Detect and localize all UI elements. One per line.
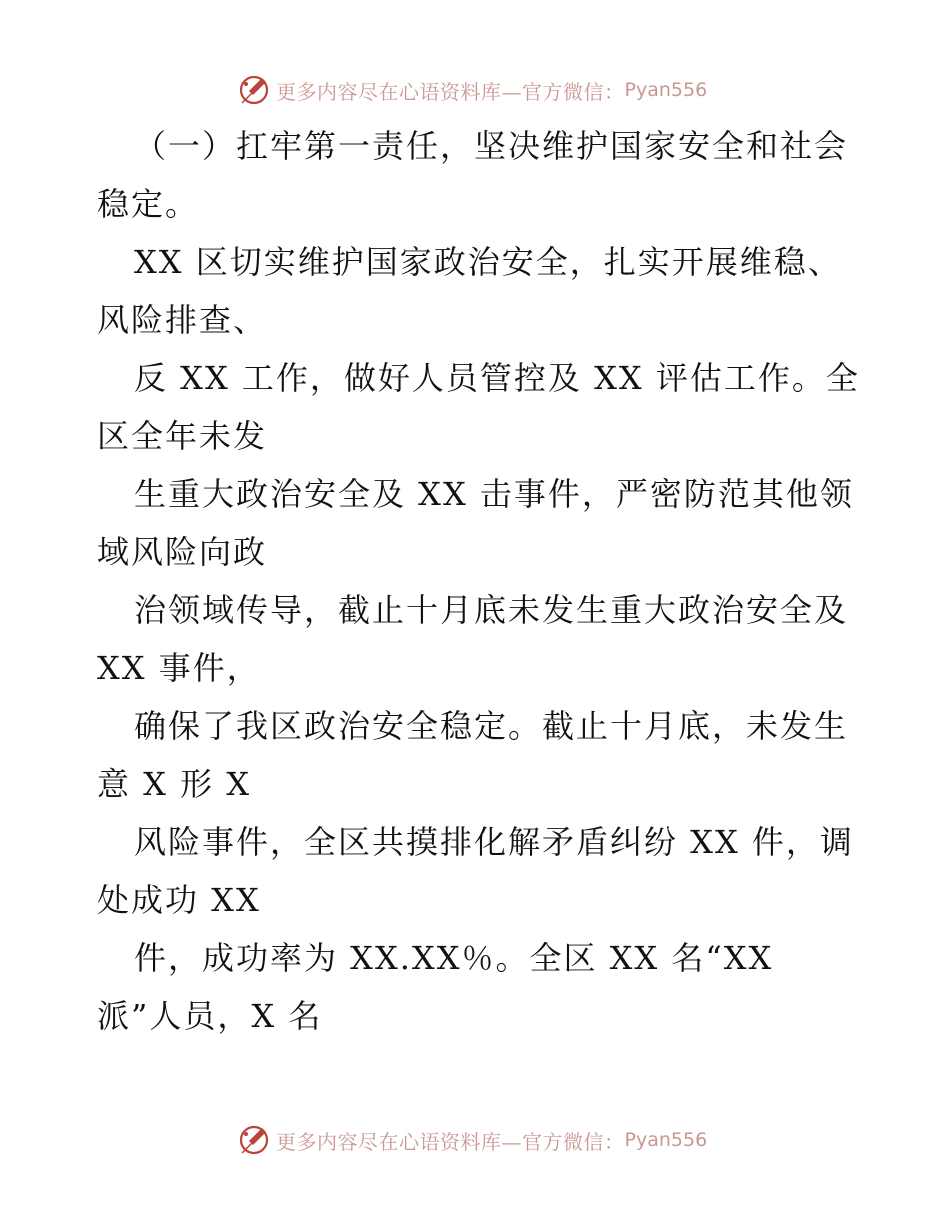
text-line: 风险事件，全区共摸排化解矛盾纠纷 XX 件，调 — [134, 823, 854, 861]
text-line: 风险排查、 — [97, 301, 268, 339]
text-line: XX 事件， — [97, 649, 261, 687]
text-line: 治领域传导，截止十月底未发生重大政治安全及 — [134, 591, 849, 629]
watermark-footer — [236, 1122, 707, 1158]
watermark-text: 更多内容尽在心语资料库—官方微信： — [276, 1129, 625, 1154]
text-line: 域风险向政 — [97, 533, 268, 571]
watermark-id: Pyan556 — [624, 79, 708, 101]
text-line: 确保了我区政治安全稳定。截止十月底，未发生 — [134, 707, 849, 745]
quill-logo-icon — [236, 72, 272, 108]
text-line: 稳定。 — [97, 185, 200, 223]
text-line: （一）扛牢第一责任，坚决维护国家安全和社会 — [134, 127, 849, 165]
text-line: 派”人员，X 名 — [97, 997, 323, 1035]
watermark-header — [236, 72, 707, 108]
text-line: 意 X 形 X — [97, 765, 252, 803]
text-line: 生重大政治安全及 XX 击事件，严密防范其他领 — [134, 475, 854, 513]
watermark-text: 更多内容尽在心语资料库—官方微信： — [276, 79, 625, 104]
text-line: 区全年未发 — [97, 417, 268, 455]
text-line: 反 XX 工作，做好人员管控及 XX 评估工作。全 — [134, 359, 860, 397]
text-line: 件，成功率为 XX.XX％。全区 XX 名“XX — [134, 939, 774, 977]
watermark-id: Pyan556 — [624, 1129, 708, 1151]
text-line: 处成功 XX — [97, 881, 261, 919]
quill-logo-icon — [236, 1122, 272, 1158]
text-line: XX 区切实维护国家政治安全，扎实开展维稳、 — [134, 243, 842, 281]
